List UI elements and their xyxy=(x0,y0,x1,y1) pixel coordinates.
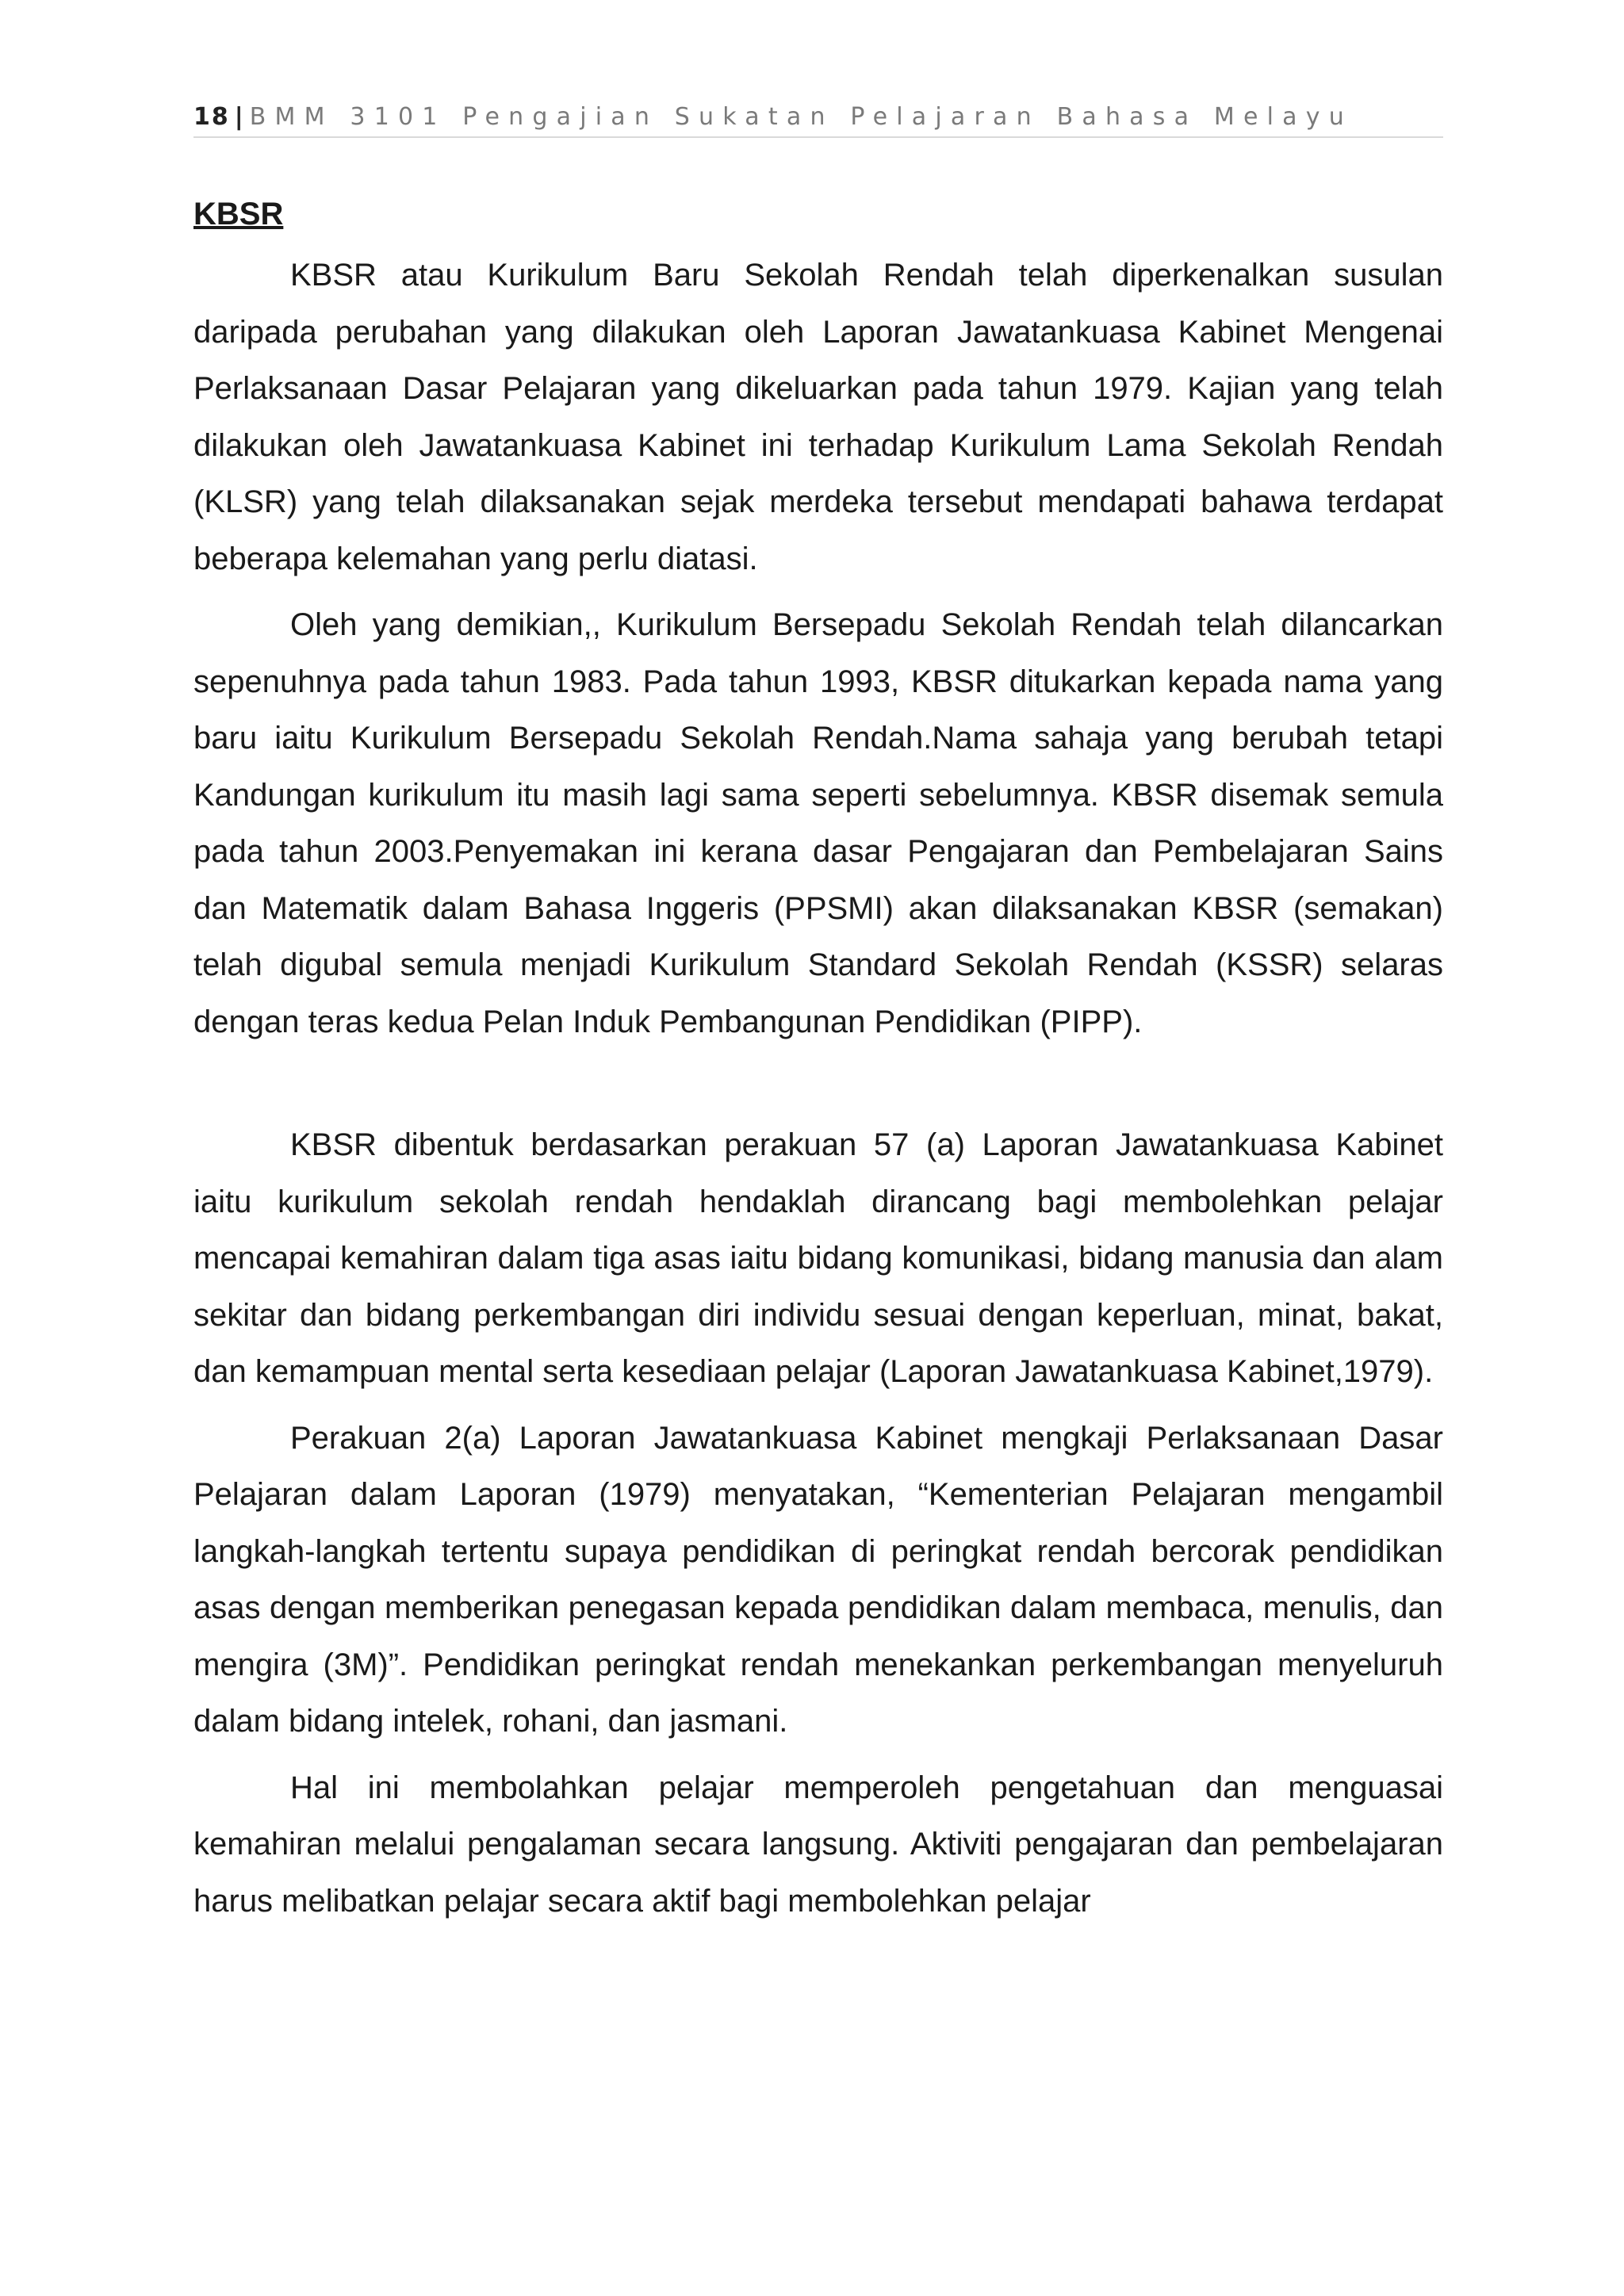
document-body xyxy=(193,190,1443,1930)
paragraph-klsr-background: KBSR atau Kurikulum Baru Sekolah Rendah telah diperkenalkan susulan daripada perubahan yang dilakukan oleh Laporan Jawatankuasa Kabinet Mengenai Perlaksanaan Dasar Pelajaran yang dikeluarkan pada tahun 1979. Kajian yang telah dilakukan oleh Jawatankuasa Kabinet ini terhadap Kurikulum Lama Sekolah Rendah (KLSR) yang telah dilaksanakan sejak merdeka tersebut mendapati bahawa terdapat beberapa kelemahan yang perlu diatasi. xyxy=(193,258,1443,576)
paragraph-kbsr-history: Oleh yang demikian,, Kurikulum Bersepadu Sekolah Rendah telah dilancarkan sepenuhnya pada tahun 1983. Pada tahun 1993, KBSR ditukarkan kepada nama yang baru iaitu Kurikulum Bersepadu Sekolah Rendah.Nama sahaja yang berubah tetapi Kandungan kurikulum itu masih lagi sama seperti sebelumnya. KBSR disemak semula pada tahun 2003.Penyemakan ini kerana dasar Pengajaran dan Pembelajaran Sains dan Matematik dalam Bahasa Inggeris (PPSMI) akan dilaksanakan KBSR (semakan) telah digubal semula menjadi Kurikulum Standard Sekolah Rendah (KSSR) selaras dengan teras kedua Pelan Induk Pembangunan Pendidikan (PIPP). xyxy=(193,607,1443,1039)
page-number: 18 xyxy=(193,103,230,131)
section-heading: KBSR xyxy=(193,197,284,232)
section-spacer xyxy=(193,1050,1443,1117)
course-title: BMM 3101 Pengajian Sukatan Pelajaran Bahasa Melayu xyxy=(249,103,1353,131)
page-header xyxy=(193,98,1443,138)
header-separator: | xyxy=(234,103,243,131)
paragraph-learning-experience: Hal ini membolahkan pelajar memperoleh pengetahuan dan menguasai kemahiran melalui pengalaman secara langsung. Aktiviti pengajaran dan pembelajaran harus melibatkan pelajar secara aktif bagi membolehkan pelajar xyxy=(193,1770,1443,1919)
paragraph-perakuan-57a: KBSR dibentuk berdasarkan perakuan 57 (a) Laporan Jawatankuasa Kabinet iaitu kurikulum sekolah rendah hendaklah dirancang bagi membolehkan pelajar mencapai kemahiran dalam tiga asas iaitu bidang komunikasi, bidang manusia dan alam sekitar dan bidang perkembangan diri individu sesuai dengan keperluan, minat, bakat, dan kemampuan mental serta kesediaan pelajar (Laporan Jawatankuasa Kabinet,1979). xyxy=(193,1127,1443,1389)
paragraph-perakuan-2a: Perakuan 2(a) Laporan Jawatankuasa Kabinet mengkaji Perlaksanaan Dasar Pelajaran dalam Laporan (1979) menyatakan, “Kementerian Pelajaran mengambil langkah-langkah tertentu supaya pendidikan di peringkat rendah bercorak pendidikan asas dengan memberikan penegasan kepada pendidikan dalam membaca, menulis, dan mengira (3M)”. Pendidikan peringkat rendah menekankan perkembangan menyeluruh dalam bidang intelek, rohani, dan jasmani. xyxy=(193,1420,1443,1739)
paragraph-spacer xyxy=(193,587,1443,597)
paragraph-spacer xyxy=(193,1401,1443,1410)
paragraph-spacer xyxy=(193,1751,1443,1760)
